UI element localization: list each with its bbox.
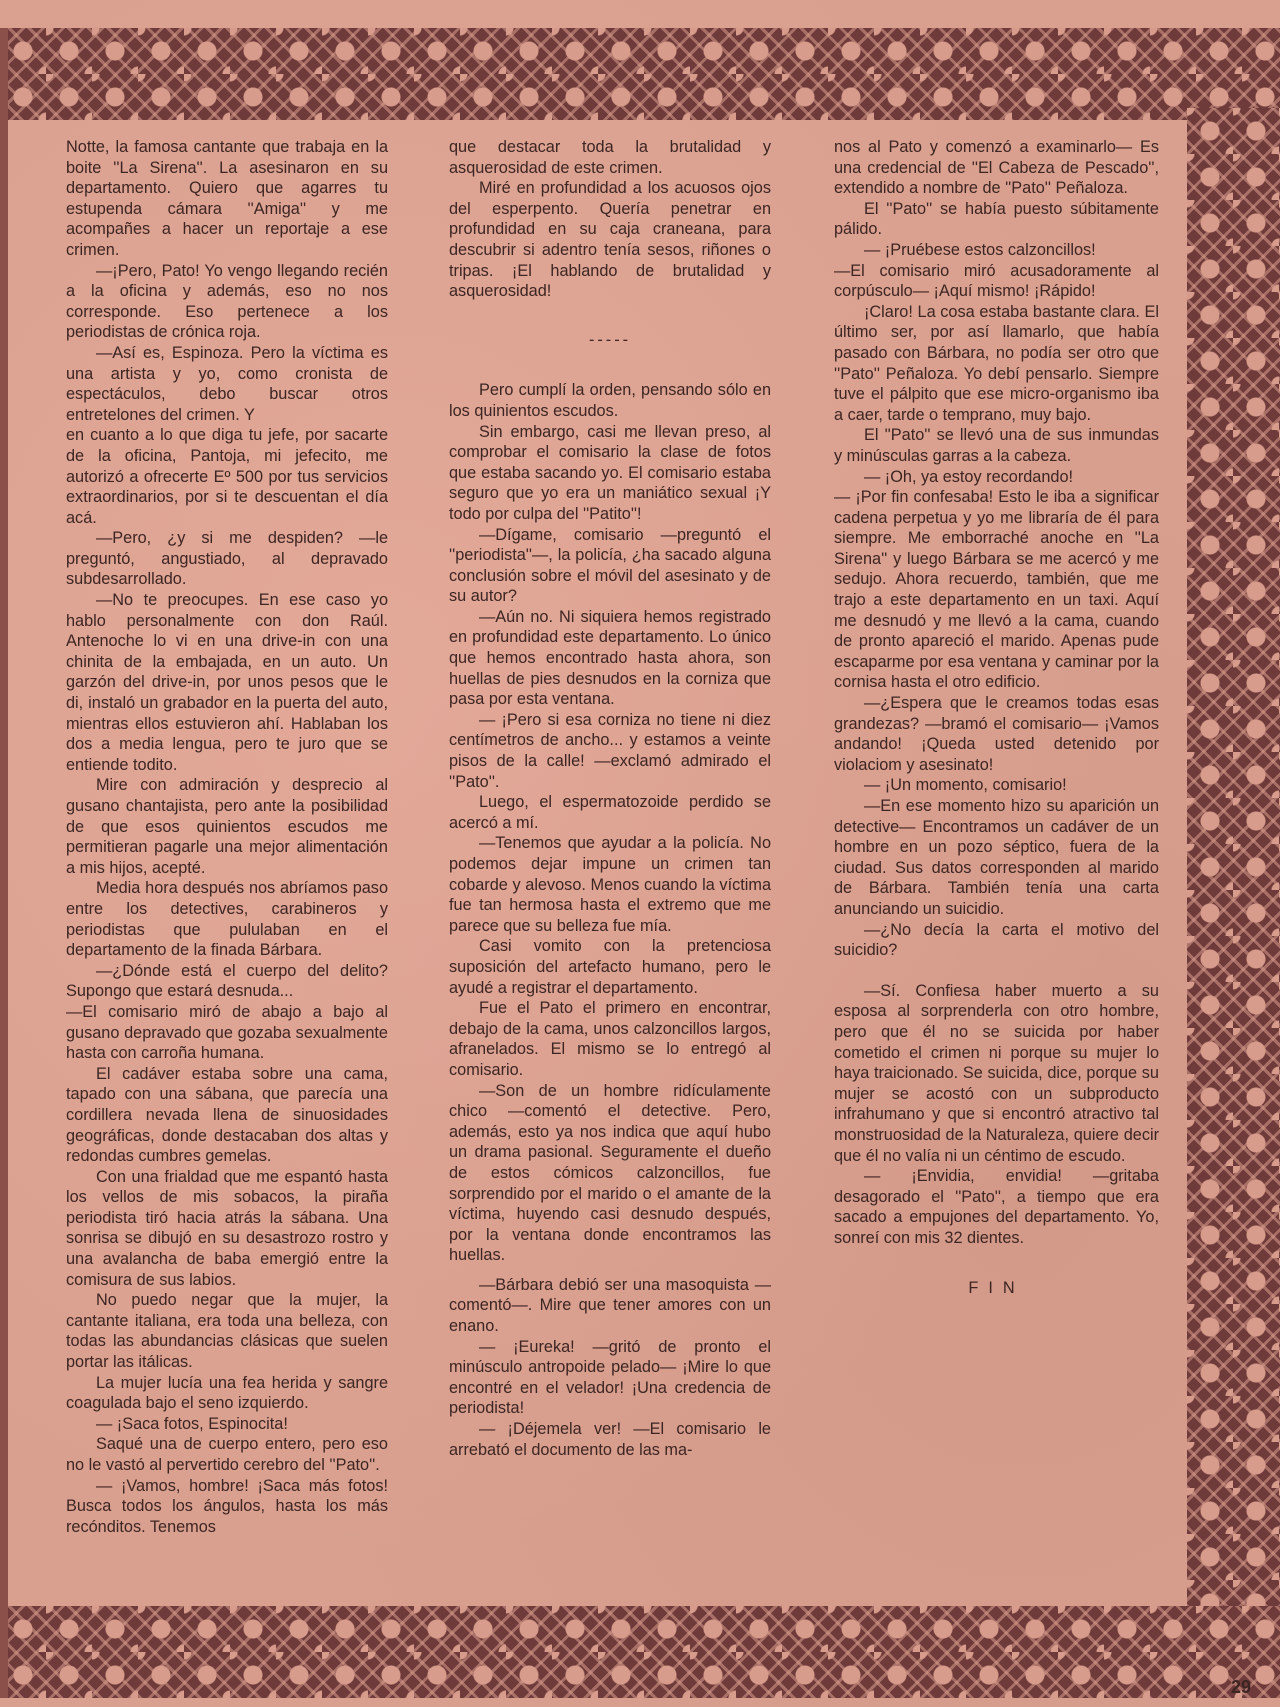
paragraph: —¿No decía la carta el motivo del suicidio?: [834, 920, 1159, 960]
paragraph: —Son de un hombre ridículamente chico —comentó el detective. Pero, además, esto ya nos indica que aquí hubo un drama pasional. Seguramente el dueño de estos cómicos calzoncillos, fue sorprendido por el marido o el amante de la víctima, huyendo casi desnudo después, por la ventana donde encontramos las huellas.: [449, 1081, 771, 1265]
paragraph: Casi vomito con la pretenciosa suposición del artefacto humano, pero le ayudé a registrar el departamento.: [449, 937, 771, 997]
text-column-1: [66, 137, 388, 1537]
paragraph: —En ese momento hizo su aparición un detective— Encontramos un cadáver de un hombre en un pozo séptico, fuera de la ciudad. Sus datos corresponden al marido de Bárbara. También tenía una carta anunciando un suicidio.: [834, 797, 1159, 918]
paragraph: — ¡Vamos, hombre! ¡Saca más fotos! Busca todos los ángulos, hasta los más recónditos. Tenemos: [66, 1476, 388, 1536]
paragraph: El ''Pato'' se llevó una de sus inmundas y minúsculas garras a la cabeza.: [834, 426, 1159, 465]
paragraph: Fue el Pato el primero en encontrar, debajo de la cama, unos calzoncillos largos, afranelados. El mismo se lo entregó al comisario.: [449, 999, 771, 1079]
text-column-3: [834, 137, 1159, 1299]
paragraph: que destacar toda la brutalidad y asquerosidad de este crimen.: [449, 138, 771, 177]
paragraph: ¡Claro! La cosa estaba bastante clara. El último ser, por así llamarlo, que había pasado con Bárbara, no podía ser otro que ''Pato'' Peñaloza. Yo debí pensarlo. Siempre tuve el pálpito que ese micro-organismo iba a caer, tarde o temprano, muy bajo.: [834, 302, 1159, 424]
paragraph: — ¡Pruébese estos calzoncillos!: [864, 240, 1096, 259]
paragraph: El ''Pato'' se había puesto súbitamente pálido.: [834, 199, 1159, 239]
paragraph: — ¡Un momento, comisario!: [864, 776, 1067, 795]
paragraph: Con una frialdad que me espantó hasta los vellos de mis sobacos, la piraña periodista tiró hacia atrás la sábana. Una sonrisa se dibujó en su desastrozo rostro y una avalancha de baba emergió entre la comisura de sus labios.: [66, 1167, 388, 1289]
paragraph: Luego, el espermatozoide perdido se acercó a mí.: [449, 793, 771, 832]
paragraph: — ¡Déjemela ver! —El comisario le arrebató el documento de las ma-: [449, 1420, 771, 1459]
paragraph: —Pero, ¿y si me despiden? —le preguntó, angustiado, al depravado subdesarrollado.: [66, 529, 388, 589]
paragraph: nos al Pato y comenzó a examinarlo— Es una credencial de ''El Cabeza de Pescado'', extendido a nombre de ''Pato'' Peñaloza.: [834, 138, 1159, 198]
paragraph: — ¡Saca fotos, Espinocita!: [96, 1414, 288, 1433]
paragraph: —El comisario miró acusadoramente al corpúsculo— ¡Aquí mismo! ¡Rápido!: [834, 261, 1159, 301]
paragraph: —El comisario miró de abajo a bajo al gusano depravado que gozaba sexualmente hasta con carroña humana.: [66, 1002, 388, 1063]
paragraph: —Así es, Espinoza. Pero la víctima es una artista y yo, como cronista de espectáculos, debo buscar otros entretelones del crimen. Y: [66, 343, 388, 424]
paragraph: Notte, la famosa cantante que trabaja en la boite ''La Sirena''. La asesinaron en su departamento. Quiero que agarres tu estupenda cámara ''Amiga'' y me acompañes a hacer un reportaje a ese crimen.: [66, 138, 388, 259]
paragraph: —No te preocupes. En ese caso yo hablo personalmente con don Raúl. Antenoche lo vi en una drive-in con una chinita de la embajada, en un auto. Un garzón del drive-in, por unos pesos que le di, instaló un grabador en la puerta del auto, mientras ellos estuvieron ahí. Hablaban los dos a media lengua, pero te juro que se entiende todito.: [66, 591, 388, 774]
paragraph: —¿Espera que le creamos todas esas grandezas? —bramó el comisario— ¡Vamos andando! ¡Queda usted detenido por violaciom y asesinato!: [834, 694, 1159, 774]
paragraph: Mire con admiración y desprecio al gusano chantajista, pero ante la posibilidad de que esos quinientos escudos me permitieran pagarle una mejor alimentación a mis hijos, acepté.: [66, 776, 388, 877]
section-separator: -----: [588, 330, 632, 349]
paragraph: Media hora después nos abríamos paso entre los detectives, carabineros y periodistas que pululaban en el departamento de la finada Bárbara.: [66, 879, 388, 960]
paragraph: en cuanto a lo que diga tu jefe, por sacarte de la oficina, Pantoja, mi jefecito, me autorizó a ofrecerte Eº 500 por tus servicios extraordinarios, por si te descuentan el día acá.: [66, 426, 388, 527]
paragraph: —¡Pero, Pato! Yo vengo llegando recién a la oficina y además, eso no nos corresponde. Eso pertenece a los periodistas de crónica roja.: [66, 261, 388, 342]
paragraph: Pero cumplí la orden, pensando sólo en los quinientos escudos.: [449, 381, 771, 420]
paragraph: Sin embargo, casi me llevan preso, al comprobar el comisario la clase de fotos que estaba sacando yo. El comisario estaba seguro que yo era un maniático sexual ¡Y todo por culpa del ''Patito''!: [449, 422, 771, 523]
paragraph: —Sí. Confiesa haber muerto a su esposa al sorprenderla con otro hombre, pero que él no se suicida por haber cometido el crimen ni porque su mujer lo haya traicionado. Se suicida, dice, porque su mujer se acostó con un subproducto infrahumano y que si encontró atractivo tal monstruosidad de la Naturaleza, quiere decir que él no valía ni un céntimo de escudo.: [834, 981, 1159, 1165]
paragraph: Miré en profundidad a los acuosos ojos del esperpento. Quería penetrar en profundidad en su caja craneana, para descubrir si adentro tenía sesos, riñones o tripas. ¡El hablando de brutalidad y asquerosidad!: [449, 179, 771, 301]
paragraph: — ¡Por fin confesaba! Esto le iba a significar cadena perpetua y yo me libraría de él para siempre. Me emborraché anoche en ''La Sirena'' y luego Bárbara se me acercó y me sedujo. Ahora recuerdo, también, que me trajo a este departamento en un taxi. Aquí me desnudó y me llevó a la cama, cuando de pronto apareció el marido. Apenas pude escaparme por esa ventana y caminar por la cornisa hasta el otro edificio.: [834, 488, 1159, 692]
paragraph: —Bárbara debió ser una masoquista —comentó—. Mire que tener amores con un enano.: [449, 1275, 771, 1336]
fin-label: FIN: [968, 1279, 1025, 1298]
paragraph: El cadáver estaba sobre una cama, tapado con una sábana, que parecía una cordillera nevada llena de sinuosidades geográficas, donde destacaban dos altas y redondas cumbres gemelas.: [66, 1064, 388, 1166]
page-number: 29: [1231, 1677, 1252, 1697]
paragraph: —Aún no. Ni siquiera hemos registrado en profundidad este departamento. Lo único que hemos encontrado hasta ahora, son huellas de pies desnudos en la corniza que pasa por esta ventana.: [449, 607, 771, 709]
paragraph: Saqué una de cuerpo entero, pero eso no le vastó al pervertido cerebro del ''Pato''.: [66, 1435, 388, 1474]
ornamental-border-left: [0, 28, 8, 1698]
paragraph: —Dígame, comisario —preguntó el ''periodista''—, la policía, ¿ha sacado alguna conclusión sobre el móvil del asesinato y de su autor?: [449, 525, 771, 606]
paragraph: — ¡Pero si esa corniza no tiene ni diez centímetros de ancho... y estamos a veinte pisos de la calle! —exclamó admirado el ''Pato''.: [449, 710, 771, 791]
paragraph: — ¡Eureka! —gritó de pronto el minúsculo antropoide pelado— ¡Mire lo que encontré en el velador! ¡Una credencia de periodista!: [449, 1337, 771, 1418]
paragraph: —Tenemos que ayudar a la policía. No podemos dejar impune un crimen tan cobarde y alevoso. Menos cuando la víctima fue tan hermosa hasta el extremo que me parece que su belleza fue mía.: [449, 834, 771, 935]
ornamental-border-bottom: [0, 1606, 1280, 1698]
ornamental-border-top: [0, 28, 1280, 120]
ornamental-border-right: [1187, 108, 1280, 1608]
paragraph: — ¡Oh, ya estoy recordando!: [864, 467, 1074, 486]
text-column-2: [449, 137, 771, 1460]
paragraph: No puedo negar que la mujer, la cantante italiana, era toda una belleza, con todas las abundancias clásicas que suelen portar las itálicas.: [66, 1291, 388, 1372]
paragraph: —¿Dónde está el cuerpo del delito? Supongo que estará desnuda...: [66, 961, 388, 1001]
paragraph: La mujer lucía una fea herida y sangre coagulada bajo el seno izquierdo.: [66, 1373, 388, 1413]
paragraph: — ¡Envidia, envidia! —gritaba desagorado el ''Pato'', a tiempo que era sacado a empujones del departamento. Yo, sonreí con mis 32 dientes.: [834, 1167, 1159, 1247]
